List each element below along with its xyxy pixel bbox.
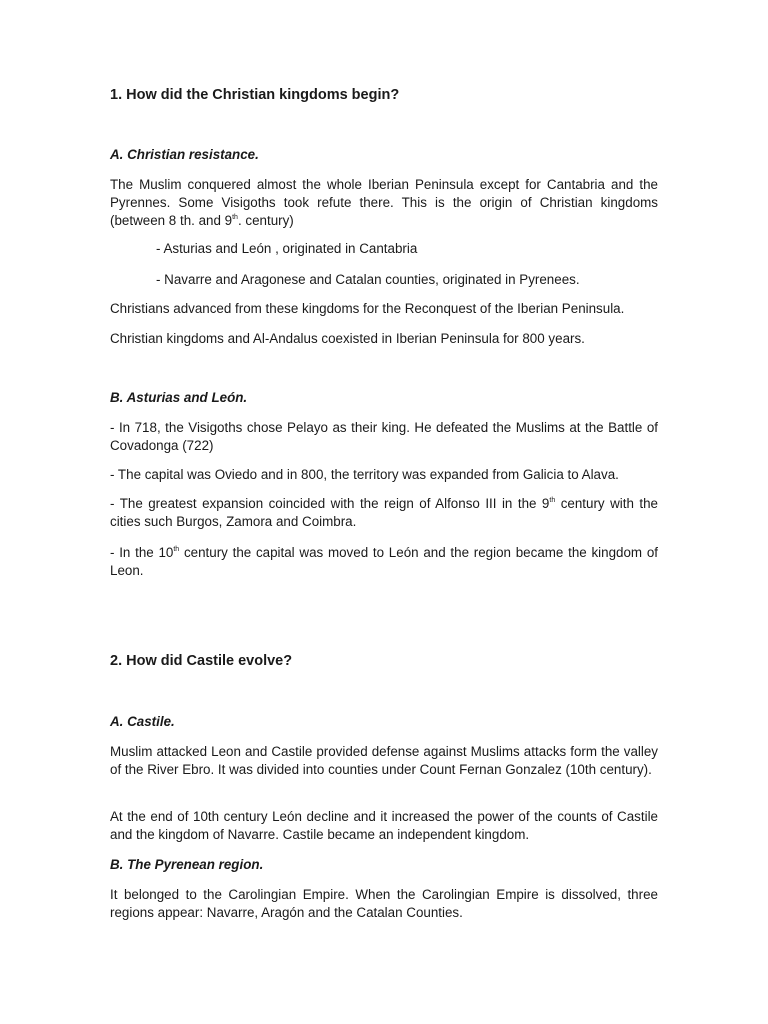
- paragraph-pyrenean: It belonged to the Carolingian Empire. When the Carolingian Empire is dissolved, three regions appear: Navarre, Aragón and the Catalan Counties.: [110, 887, 658, 920]
- intro-text-1: The Muslim conquered almost the whole Iberian Peninsula except for Cantabria and the Pyrennes. Some Visigoths took refute there. This is the origin of Christian kingdoms (between 8 th. and 9: [110, 177, 658, 228]
- paragraph-castile-defense: Muslim attacked Leon and Castile provided defense against Muslims attacks form the valley of the River Ebro. It was divided into counties under Count Fernan Gonzalez (10th century).: [110, 744, 658, 777]
- section-2-title: 2. How did Castile evolve?: [110, 653, 293, 669]
- alfonso-text-2: century with the cities such Burgos, Zamora and Coimbra.: [110, 496, 658, 529]
- leon-text-2: century the capital was moved to León and the region became the kingdom of Leon.: [110, 545, 658, 578]
- intro-superscript: th: [232, 213, 238, 221]
- paragraph-reconquest: Christians advanced from these kingdoms for the Reconquest of the Iberian Peninsula.: [110, 301, 625, 316]
- section-1a-heading: A. Christian resistance.: [110, 147, 259, 162]
- alfonso-text-1: - The greatest expansion coincided with the reign of Alfonso III in the 9: [110, 496, 550, 511]
- paragraph-pelayo: - In 718, the Visigoths chose Pelayo as their king. He defeated the Muslims at the Battle of Covadonga (722): [110, 420, 658, 453]
- section-2a-heading: A. Castile.: [110, 714, 175, 729]
- section-2b-heading: B. The Pyrenean region.: [110, 857, 264, 872]
- leon-text-1: - In the 10: [110, 545, 174, 560]
- paragraph-coexistence: Christian kingdoms and Al-Andalus coexisted in Iberian Peninsula for 800 years.: [110, 331, 585, 346]
- bullet-navarre: - Navarre and Aragonese and Catalan counties, originated in Pyrenees.: [156, 272, 580, 287]
- section-1-title: 1. How did the Christian kingdoms begin?: [110, 87, 400, 103]
- bullet-asturias: - Asturias and León , originated in Cantabria: [156, 241, 418, 256]
- paragraph-castile-independent: At the end of 10th century León decline and it increased the power of the counts of Castile and the kingdom of Navarre. Castile became an independent kingdom.: [110, 809, 658, 842]
- section-1b-heading: B. Asturias and León.: [110, 390, 248, 405]
- section-1a-intro: [110, 176, 658, 230]
- intro-text-2: . century): [237, 213, 294, 228]
- alfonso-superscript: th: [549, 496, 556, 504]
- paragraph-leon-capital: [110, 544, 658, 580]
- paragraph-alfonso: [110, 495, 658, 531]
- paragraph-oviedo: - The capital was Oviedo and in 800, the territory was expanded from Galicia to Alava.: [110, 467, 619, 482]
- leon-superscript: th: [173, 545, 180, 553]
